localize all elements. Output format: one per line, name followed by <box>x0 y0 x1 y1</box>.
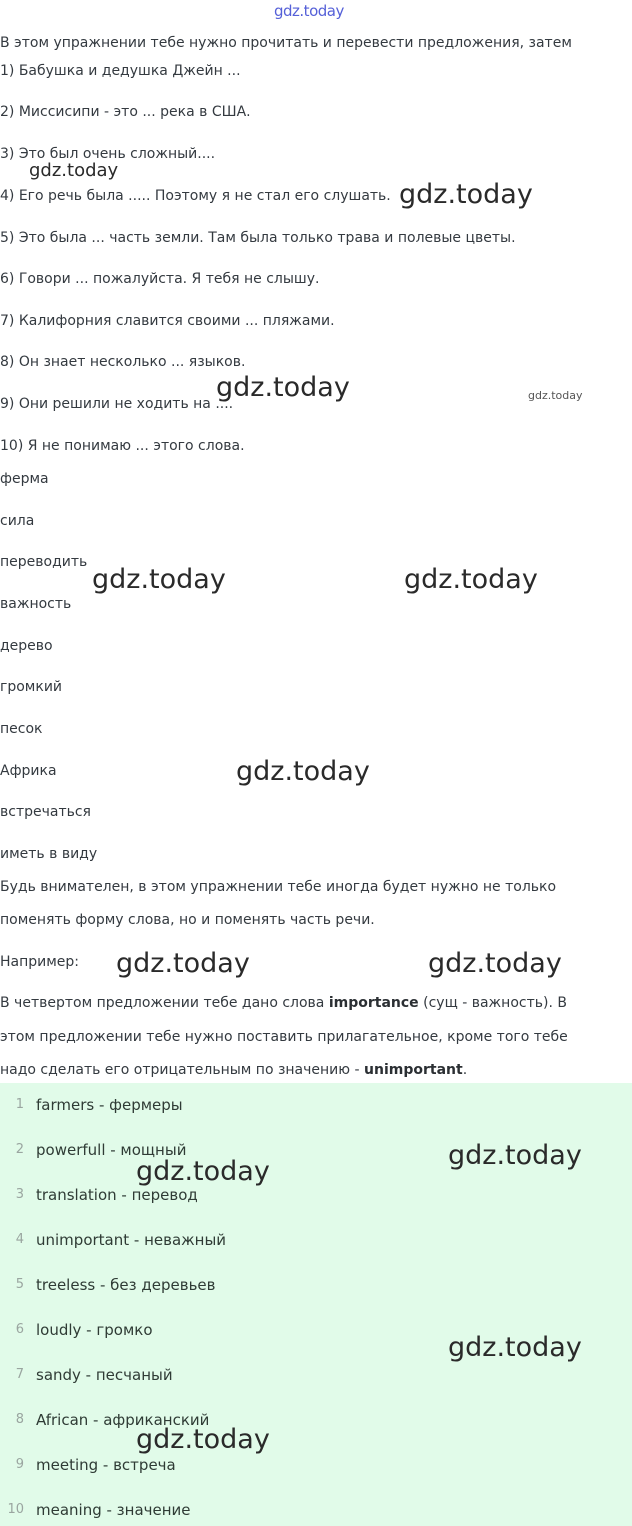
note-line-1: Будь внимателен, в этом упражнении тебе иногда будет нужно не только <box>0 879 557 895</box>
watermark: gdz.today <box>136 1156 270 1187</box>
answer-row <box>0 1093 632 1117</box>
example-line-3 <box>0 1061 467 1079</box>
sentence-3: 3) Это был очень сложный.... <box>0 146 216 162</box>
answer-number: 10 <box>7 1502 24 1517</box>
answer-row <box>0 1453 632 1477</box>
sentence-6: 6) Говори ... пожалуйста. Я тебя не слышу. <box>0 271 320 287</box>
answer-text: African - африканский <box>36 1411 210 1429</box>
answer-number: 9 <box>15 1457 24 1472</box>
sentence-1: 1) Бабушка и дедушка Джейн ... <box>0 63 241 79</box>
top-watermark: gdz.today <box>274 2 344 20</box>
answer-text: translation - перевод <box>36 1186 198 1204</box>
watermark: gdz.today <box>399 179 533 210</box>
watermark: gdz.today <box>236 756 370 787</box>
answer-number: 4 <box>15 1232 24 1247</box>
answer-text: sandy - песчаный <box>36 1366 173 1384</box>
word-2: сила <box>0 513 35 529</box>
answer-number: 8 <box>15 1412 24 1427</box>
example-line-2: этом предложении тебе нужно поставить прилагательное, кроме того тебе <box>0 1029 568 1045</box>
watermark: gdz.today <box>29 160 119 181</box>
word-3: переводить <box>0 554 88 570</box>
sentence-5: 5) Это была ... часть земли. Там была только трава и полевые цветы. <box>0 230 516 246</box>
answer-number: 5 <box>15 1277 24 1292</box>
answer-row <box>0 1363 632 1387</box>
answer-number: 7 <box>15 1367 24 1382</box>
answer-text: loudly - громко <box>36 1321 153 1339</box>
example-line-1 <box>0 994 567 1012</box>
answer-row <box>0 1273 632 1297</box>
answer-text: unimportant - неважный <box>36 1231 227 1249</box>
answer-text: meaning - значение <box>36 1501 191 1519</box>
word-8: Африка <box>0 763 57 779</box>
example-word-unimportant: unimportant <box>364 1062 463 1078</box>
note-line-2: поменять форму слова, но и поменять часть речи. <box>0 912 375 928</box>
word-1: ферма <box>0 471 49 487</box>
answer-text: powerfull - мощный <box>36 1141 187 1159</box>
watermark: gdz.today <box>448 1140 582 1171</box>
watermark: gdz.today <box>448 1332 582 1363</box>
watermark: gdz.today <box>116 948 250 979</box>
example-label: Например: <box>0 954 80 970</box>
example-line-1-c: (сущ - важность). В <box>418 995 567 1011</box>
example-word-importance: importance <box>328 995 419 1011</box>
sentence-4: 4) Его речь была ..... Поэтому я не стал его слушать. <box>0 188 391 204</box>
example-line-3-c: . <box>462 1062 468 1078</box>
sentence-7: 7) Калифорния славится своими ... пляжами. <box>0 313 335 329</box>
word-6: громкий <box>0 679 63 695</box>
answer-row <box>0 1228 632 1252</box>
watermark: gdz.today <box>136 1424 270 1455</box>
word-10: иметь в виду <box>0 846 98 862</box>
word-7: песок <box>0 721 43 737</box>
sentence-2: 2) Миссисипи - это ... река в США. <box>0 104 251 120</box>
watermark: gdz.today <box>404 564 538 595</box>
answer-number: 1 <box>15 1097 24 1112</box>
answer-number: 2 <box>15 1142 24 1157</box>
watermark: gdz.today <box>428 948 562 979</box>
answer-text: meeting - встреча <box>36 1456 176 1474</box>
example-line-3-a: надо сделать его отрицательным по значению - <box>0 1062 365 1078</box>
watermark: gdz.today <box>216 372 350 403</box>
answer-row <box>0 1183 632 1207</box>
answer-number: 3 <box>15 1187 24 1202</box>
word-4: важность <box>0 596 72 612</box>
example-line-1-a: В четвертом предложении тебе дано слова <box>0 995 329 1011</box>
sentence-10: 10) Я не понимаю ... этого слова. <box>0 438 245 454</box>
answer-text: farmers - фермеры <box>36 1096 183 1114</box>
answer-row <box>0 1498 632 1522</box>
answer-number: 6 <box>15 1322 24 1337</box>
watermark: gdz.today <box>92 564 226 595</box>
answer-text: treeless - без деревьев <box>36 1276 216 1294</box>
sentence-9: 9) Они решили не ходить на .... <box>0 396 234 412</box>
watermark: gdz.today <box>528 389 583 402</box>
sentence-8: 8) Он знает несколько ... языков. <box>0 354 246 370</box>
word-9: встречаться <box>0 804 91 820</box>
answer-row <box>0 1408 632 1432</box>
task-intro: В этом упражнении тебе нужно прочитать и перевести предложения, затем <box>0 35 572 51</box>
word-5: дерево <box>0 638 53 654</box>
